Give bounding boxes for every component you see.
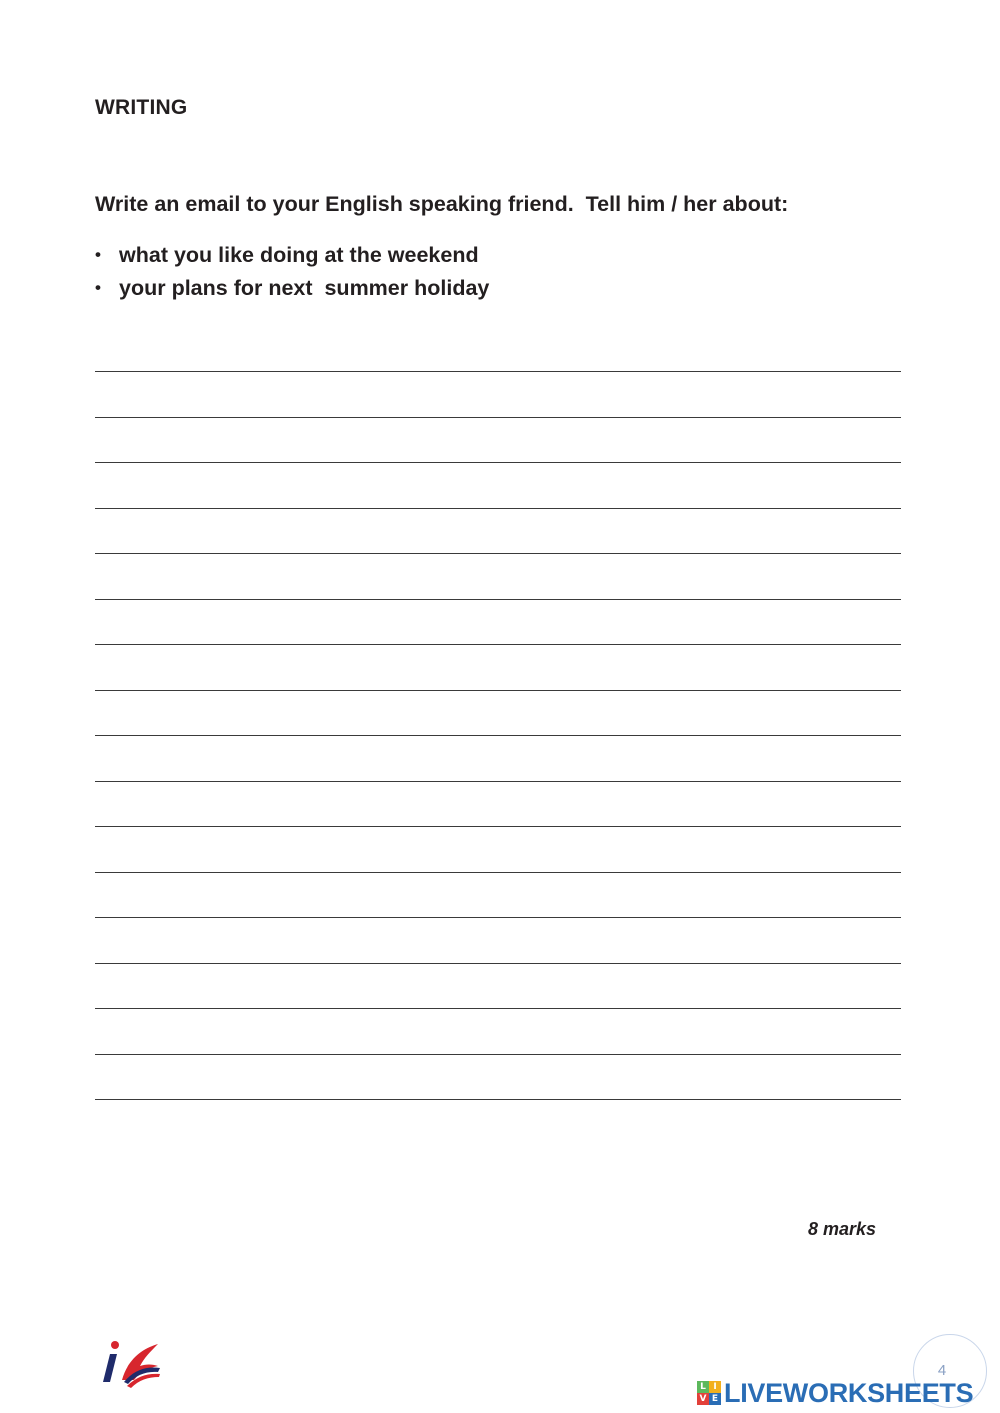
section-title: WRITING <box>95 96 188 119</box>
icon-letter-l: L <box>697 1381 709 1393</box>
writing-line[interactable] <box>95 417 901 463</box>
bullet-icon: • <box>95 278 101 297</box>
school-logo-icon <box>100 1336 164 1392</box>
task-bullet-text: what you like doing at the weekend <box>119 243 479 267</box>
task-bullet-list <box>95 241 489 307</box>
writing-line[interactable] <box>95 963 901 1009</box>
task-bullet-item <box>95 274 489 307</box>
writing-line[interactable] <box>95 508 901 554</box>
marks-label: 8 marks <box>808 1219 877 1239</box>
writing-line[interactable] <box>95 553 901 599</box>
liveworksheets-icon <box>697 1381 721 1405</box>
writing-line[interactable] <box>95 644 901 690</box>
task-prompt: Write an email to your English speaking friend. Tell him / her about: <box>95 192 789 216</box>
writing-line[interactable] <box>95 1099 901 1145</box>
writing-area[interactable] <box>95 371 901 1145</box>
bullet-icon: • <box>95 245 101 264</box>
page-number: 4 <box>937 1362 947 1379</box>
icon-letter-e: E <box>709 1393 721 1405</box>
writing-line[interactable] <box>95 371 901 417</box>
writing-line[interactable] <box>95 462 901 508</box>
writing-line[interactable] <box>95 872 901 918</box>
icon-letter-v: V <box>697 1393 709 1405</box>
writing-line[interactable] <box>95 917 901 963</box>
icon-letter-i: I <box>709 1381 721 1393</box>
writing-line[interactable] <box>95 1008 901 1054</box>
liveworksheets-brand[interactable] <box>697 1377 973 1409</box>
writing-line[interactable] <box>95 690 901 736</box>
writing-line[interactable] <box>95 1054 901 1100</box>
writing-line[interactable] <box>95 599 901 645</box>
writing-line[interactable] <box>95 781 901 827</box>
liveworksheets-wordmark: LIVEWORKSHEETS <box>724 1377 974 1408</box>
task-bullet-item <box>95 241 489 274</box>
school-logo <box>100 1336 164 1392</box>
writing-line[interactable] <box>95 826 901 872</box>
task-bullet-text: your plans for next summer holiday <box>119 276 490 300</box>
writing-line[interactable] <box>95 735 901 781</box>
